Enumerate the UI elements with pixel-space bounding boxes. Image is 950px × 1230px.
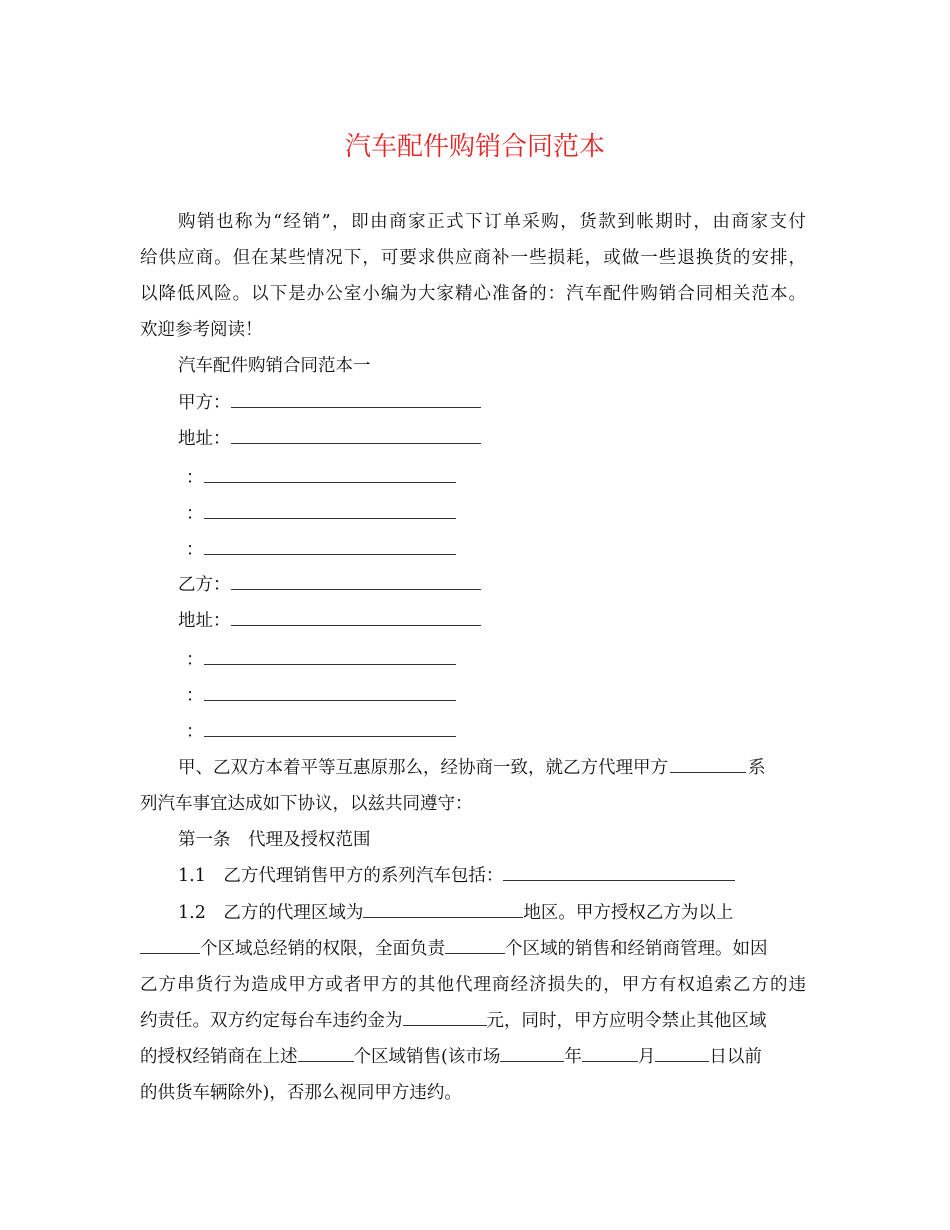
penalty-blank bbox=[403, 1024, 487, 1026]
clause-1-2-line-5 bbox=[140, 1039, 762, 1075]
party-b-blank bbox=[231, 588, 481, 590]
month-blank bbox=[582, 1060, 638, 1062]
day-blank bbox=[655, 1060, 709, 1062]
agreement-text-end: 系 bbox=[748, 758, 766, 778]
clause-1-2-text: 月 bbox=[637, 1047, 656, 1067]
clause-1-2-text: 个区域的销售和经销商管理。如因 bbox=[505, 939, 768, 959]
clause-1-2-text: 约责任。双方约定每台车违约金为 bbox=[140, 1011, 403, 1031]
field-blank bbox=[204, 663, 456, 665]
party-a-blank bbox=[231, 406, 481, 408]
section-heading: 汽车配件购销合同范本一 bbox=[178, 356, 371, 376]
party-b-label: 乙方： bbox=[178, 575, 231, 595]
count-blank bbox=[445, 952, 505, 954]
count-blank bbox=[140, 952, 200, 954]
clause-1-2-text: 个区域总经销的权限，全面负责 bbox=[200, 939, 445, 959]
field-colon: ： bbox=[186, 722, 204, 742]
intro-line-3: 以降低风险。以下是办公室小编为大家精心准备的：汽车配件购销合同相关范本。 bbox=[140, 284, 806, 304]
intro-line-4: 欢迎参考阅读！ bbox=[140, 320, 263, 340]
field-blank bbox=[204, 517, 456, 519]
field-blank bbox=[204, 699, 456, 701]
clause-1-2-line-1 bbox=[178, 895, 733, 931]
clause-1-1-text: 1.1 乙方代理销售甲方的系列汽车包括： bbox=[178, 866, 504, 886]
agreement-text: 甲、乙双方本着平等互惠原那么，经协商一致，就乙方代理甲方 bbox=[178, 758, 668, 778]
clause-1-1-blank bbox=[503, 879, 735, 881]
clause-1-2-text: 1.2 乙方的代理区域为 bbox=[178, 903, 364, 923]
party-b-address-label: 地址： bbox=[178, 611, 231, 631]
party-a-field-row bbox=[186, 460, 456, 496]
field-blank bbox=[204, 553, 456, 555]
party-b-row bbox=[178, 567, 481, 603]
document-title: 汽车配件购销合同范本 bbox=[344, 132, 605, 162]
clause-1-2-text: 元，同时，甲方应明令禁止其他区域 bbox=[486, 1011, 767, 1031]
party-a-field-row bbox=[186, 532, 456, 568]
party-a-address-label: 地址： bbox=[178, 429, 231, 449]
party-a-label: 甲方： bbox=[178, 393, 231, 413]
field-colon: ： bbox=[186, 686, 204, 706]
clause-1-2-text: 日以前 bbox=[709, 1047, 762, 1067]
party-b-address-blank bbox=[231, 624, 481, 626]
clause-1-2-line-3: 乙方串货行为造成甲方或者甲方的其他代理商经济损失的，甲方有权追索乙方的违 bbox=[140, 975, 806, 995]
clause-1-2-text: 的授权经销商在上述 bbox=[140, 1047, 298, 1067]
intro-line-2: 给供应商。但在某些情况下，可要求供应商补一些损耗，或做一些退换货的安排， bbox=[140, 248, 806, 268]
party-a-address-blank bbox=[231, 442, 481, 444]
party-b-field-row bbox=[186, 678, 456, 714]
intro-line-1: 购销也称为“经销”，即由商家正式下订单采购，货款到帐期时，由商家支付 bbox=[178, 212, 806, 232]
series-blank bbox=[670, 771, 746, 773]
field-colon: ： bbox=[186, 468, 204, 488]
clause-1-2-text: 个区域销售(该市场 bbox=[353, 1047, 501, 1067]
clause-1-2-line-6: 的供货车辆除外)，否那么视同甲方违约。 bbox=[140, 1083, 462, 1103]
article-1-heading: 第一条 代理及授权范围 bbox=[178, 830, 371, 850]
party-b-address-row bbox=[178, 603, 481, 639]
field-blank bbox=[204, 481, 456, 483]
party-a-row bbox=[178, 385, 481, 421]
field-colon: ： bbox=[186, 504, 204, 524]
agreement-line-2: 列汽车事宜达成如下协议，以兹共同遵守： bbox=[140, 794, 473, 814]
clause-1-1 bbox=[178, 858, 735, 894]
field-colon: ： bbox=[186, 650, 204, 670]
party-b-field-row bbox=[186, 714, 456, 750]
field-colon: ： bbox=[186, 540, 204, 560]
clause-1-2-line-4 bbox=[140, 1003, 767, 1039]
party-a-address-row bbox=[178, 421, 481, 457]
clause-1-2-line-2 bbox=[140, 931, 768, 967]
clause-1-2-text: 地区。甲方授权乙方为以上 bbox=[523, 903, 734, 923]
year-blank bbox=[500, 1060, 564, 1062]
party-a-field-row bbox=[186, 496, 456, 532]
field-blank bbox=[204, 735, 456, 737]
region-blank bbox=[363, 916, 523, 918]
party-b-field-row bbox=[186, 642, 456, 678]
agreement-line-1 bbox=[178, 750, 766, 786]
count-blank bbox=[298, 1060, 354, 1062]
clause-1-2-text: 年 bbox=[564, 1047, 582, 1067]
